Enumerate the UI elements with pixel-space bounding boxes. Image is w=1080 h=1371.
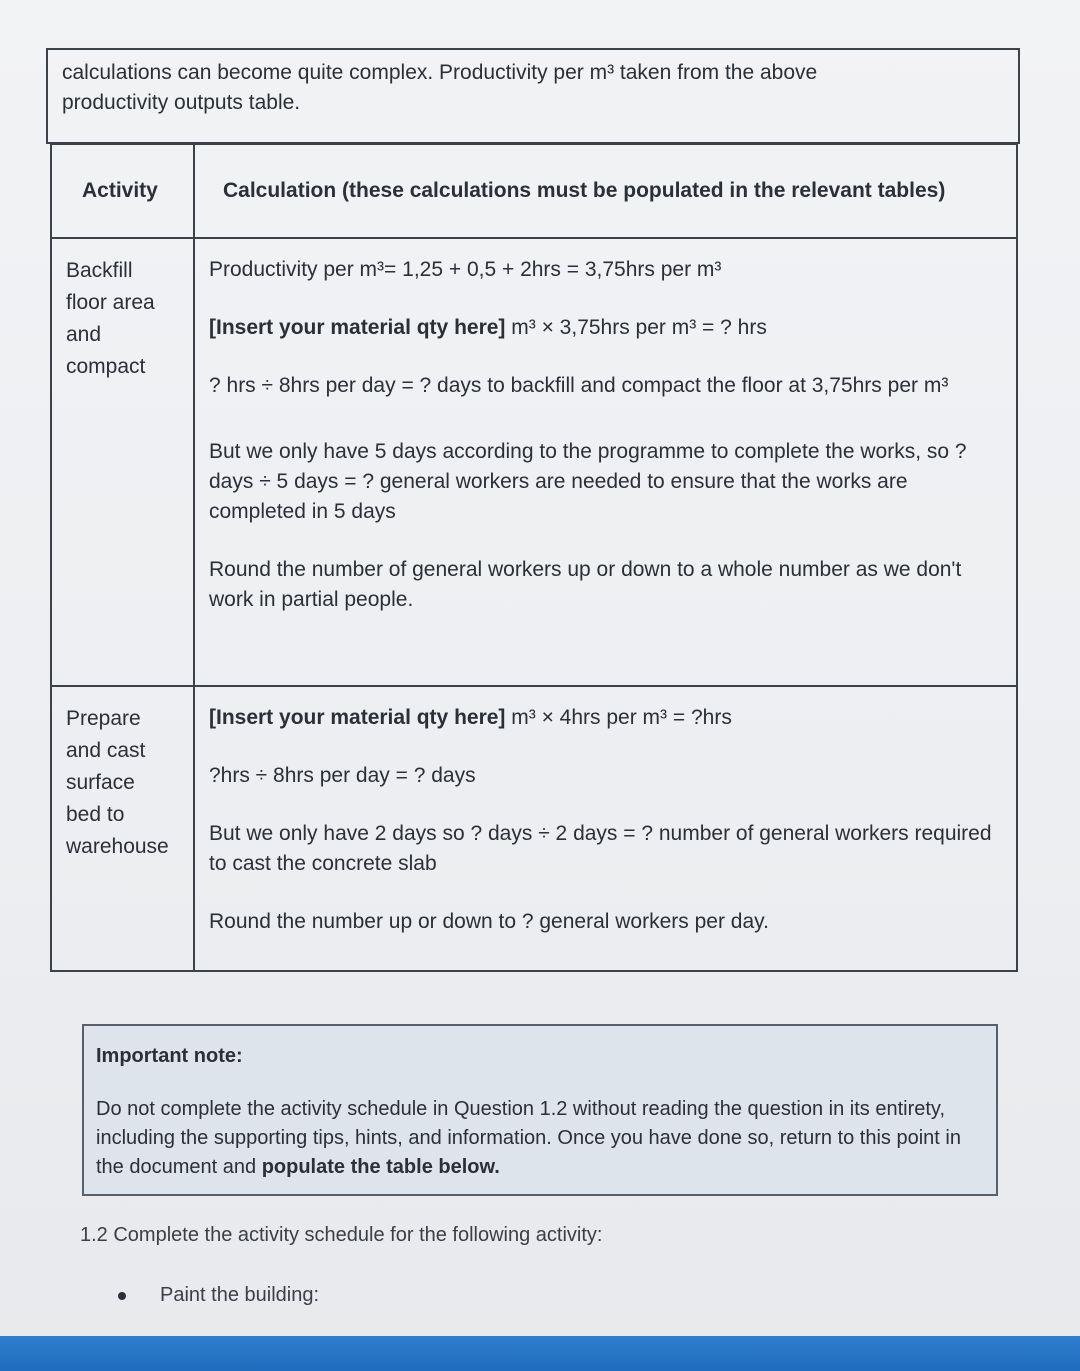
calc-text: m³ × 3,75hrs per m³ = ? hrs xyxy=(505,316,767,339)
calc-line xyxy=(209,555,1002,615)
note-title: Important note: xyxy=(96,1045,243,1067)
header-calculation: Calculation (these calculations must be populated in the relevant tables) xyxy=(223,179,946,202)
calc-line xyxy=(209,437,1002,527)
activity-cell xyxy=(52,239,195,685)
calc-line xyxy=(209,907,1002,937)
calc-line xyxy=(209,819,1002,879)
intro-text-box xyxy=(46,48,1020,144)
calculation-cell xyxy=(195,687,1016,970)
list-item xyxy=(118,1284,319,1307)
note-body xyxy=(96,1095,984,1182)
activity-line: and cast xyxy=(66,739,146,762)
taskbar xyxy=(0,1336,1080,1371)
calc-line xyxy=(209,313,1002,343)
calculation-table xyxy=(50,143,1018,972)
calc-line xyxy=(209,255,1002,285)
note-body-bold: populate the table below. xyxy=(261,1156,500,1178)
activity-line: and xyxy=(66,323,102,346)
activity-line: bed to xyxy=(66,803,125,826)
calc-text: ? hrs ÷ 8hrs per day = ? days to backfill and compact the floor at 3,75hrs per m³ xyxy=(209,374,949,397)
header-activity: Activity xyxy=(52,145,195,237)
activity-line: floor area xyxy=(66,291,155,314)
question-text: 1.2 Complete the activity schedule for the following activity: xyxy=(80,1224,603,1246)
calc-text: Productivity per m³= 1,25 + 0,5 + 2hrs = 3,75hrs per m³ xyxy=(209,258,722,281)
calculation-cell xyxy=(195,239,1016,685)
activity-line: warehouse xyxy=(66,835,169,858)
calc-text: But we only have 5 days according to the programme to complete the works, so ? days ÷ 5 days = ? general workers are needed to ensure that the works are completed in 5 days xyxy=(209,440,967,523)
table-row-backfill xyxy=(52,237,1016,685)
activity-cell xyxy=(52,687,195,970)
calc-text: Round the number up or down to ? general workers per day. xyxy=(209,910,769,933)
activity-line: Prepare xyxy=(66,707,141,730)
calc-line xyxy=(209,761,1002,791)
calc-text-bold: [Insert your material qty here] xyxy=(209,316,506,339)
calc-text: Round the number of general workers up or down to a whole number as we don't work in partial people. xyxy=(209,558,962,611)
calc-text-bold: [Insert your material qty here] xyxy=(209,706,506,729)
bullet-text: Paint the building: xyxy=(160,1284,320,1306)
bullet-icon xyxy=(118,1292,126,1300)
calc-text: ?hrs ÷ 8hrs per day = ? days xyxy=(209,764,476,787)
activity-line: Backfill xyxy=(66,259,133,282)
important-note-box xyxy=(82,1024,998,1196)
note-body-text: Do not complete the activity schedule in Question 1.2 without reading the question in its entirety, including the supporting tips, hints, and information. Once you have done so, return to this point in the document and xyxy=(96,1098,961,1178)
activity-line: compact xyxy=(66,355,146,378)
intro-line-1: calculations can become quite complex. Productivity per m³ taken from the above xyxy=(62,61,818,84)
calc-line xyxy=(209,371,1002,401)
calc-line xyxy=(209,703,1002,733)
table-header-row xyxy=(52,145,1016,237)
calc-text: m³ × 4hrs per m³ = ?hrs xyxy=(505,706,732,729)
activity-line: surface xyxy=(66,771,135,794)
table-row-prepare-cast xyxy=(52,685,1016,970)
calc-text: But we only have 2 days so ? days ÷ 2 days = ? number of general workers required to cast the concrete slab xyxy=(209,822,992,875)
intro-line-2: productivity outputs table. xyxy=(62,91,301,114)
